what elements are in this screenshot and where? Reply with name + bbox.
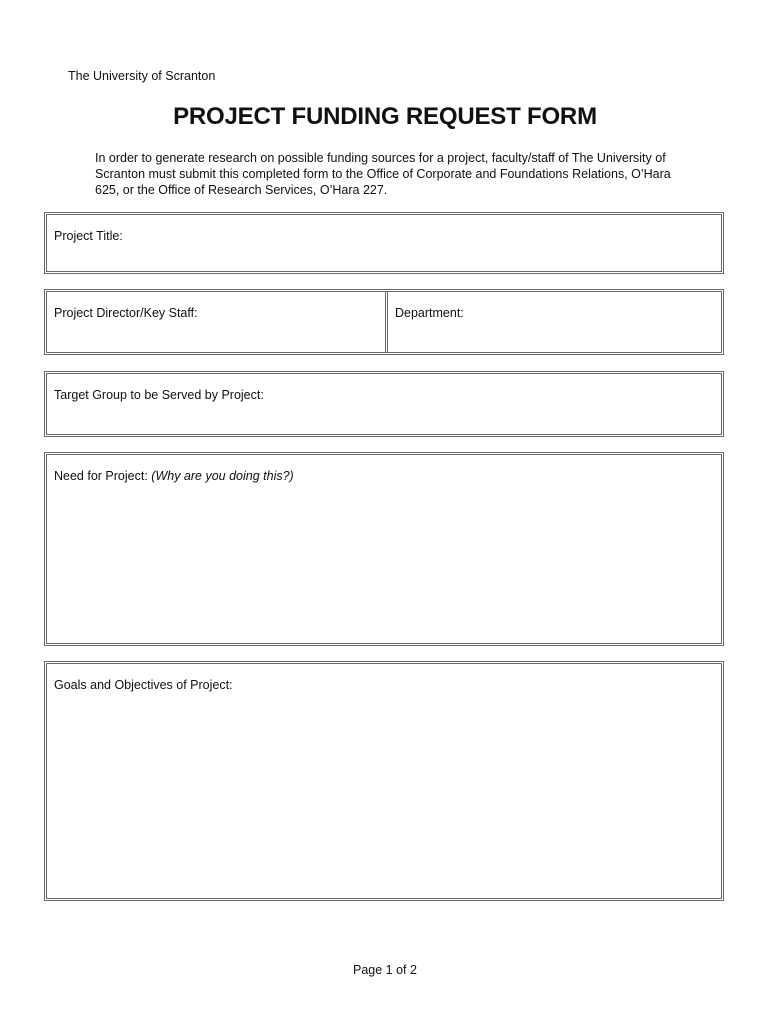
page-number: Page 1 of 2	[353, 963, 417, 977]
department-field[interactable]	[388, 292, 721, 352]
need-label-hint: (Why are you doing this?)	[151, 469, 294, 483]
department-label: Department:	[395, 306, 464, 320]
need-label-text: Need for Project:	[54, 469, 148, 483]
need-for-project-label	[54, 469, 294, 483]
project-title-field[interactable]	[44, 212, 724, 274]
institution-name: The University of Scranton	[68, 69, 216, 83]
goals-objectives-label: Goals and Objectives of Project:	[54, 678, 233, 692]
director-department-row	[44, 289, 724, 355]
target-group-label: Target Group to be Served by Project:	[54, 388, 264, 402]
page-title: PROJECT FUNDING REQUEST FORM	[173, 103, 597, 130]
need-for-project-field[interactable]	[44, 452, 724, 646]
target-group-field[interactable]	[44, 371, 724, 437]
intro-paragraph: In order to generate research on possible funding sources for a project, faculty/staff of The University of Scranton must submit this completed form to the Office of Corporate and Foundations Relations, O’Hara 625, or the Office of Research Services, O’Hara 227.	[95, 151, 671, 197]
project-title-label: Project Title:	[54, 229, 123, 243]
project-director-label: Project Director/Key Staff:	[54, 306, 198, 320]
goals-objectives-field[interactable]	[44, 661, 724, 901]
project-director-field[interactable]	[47, 292, 385, 352]
